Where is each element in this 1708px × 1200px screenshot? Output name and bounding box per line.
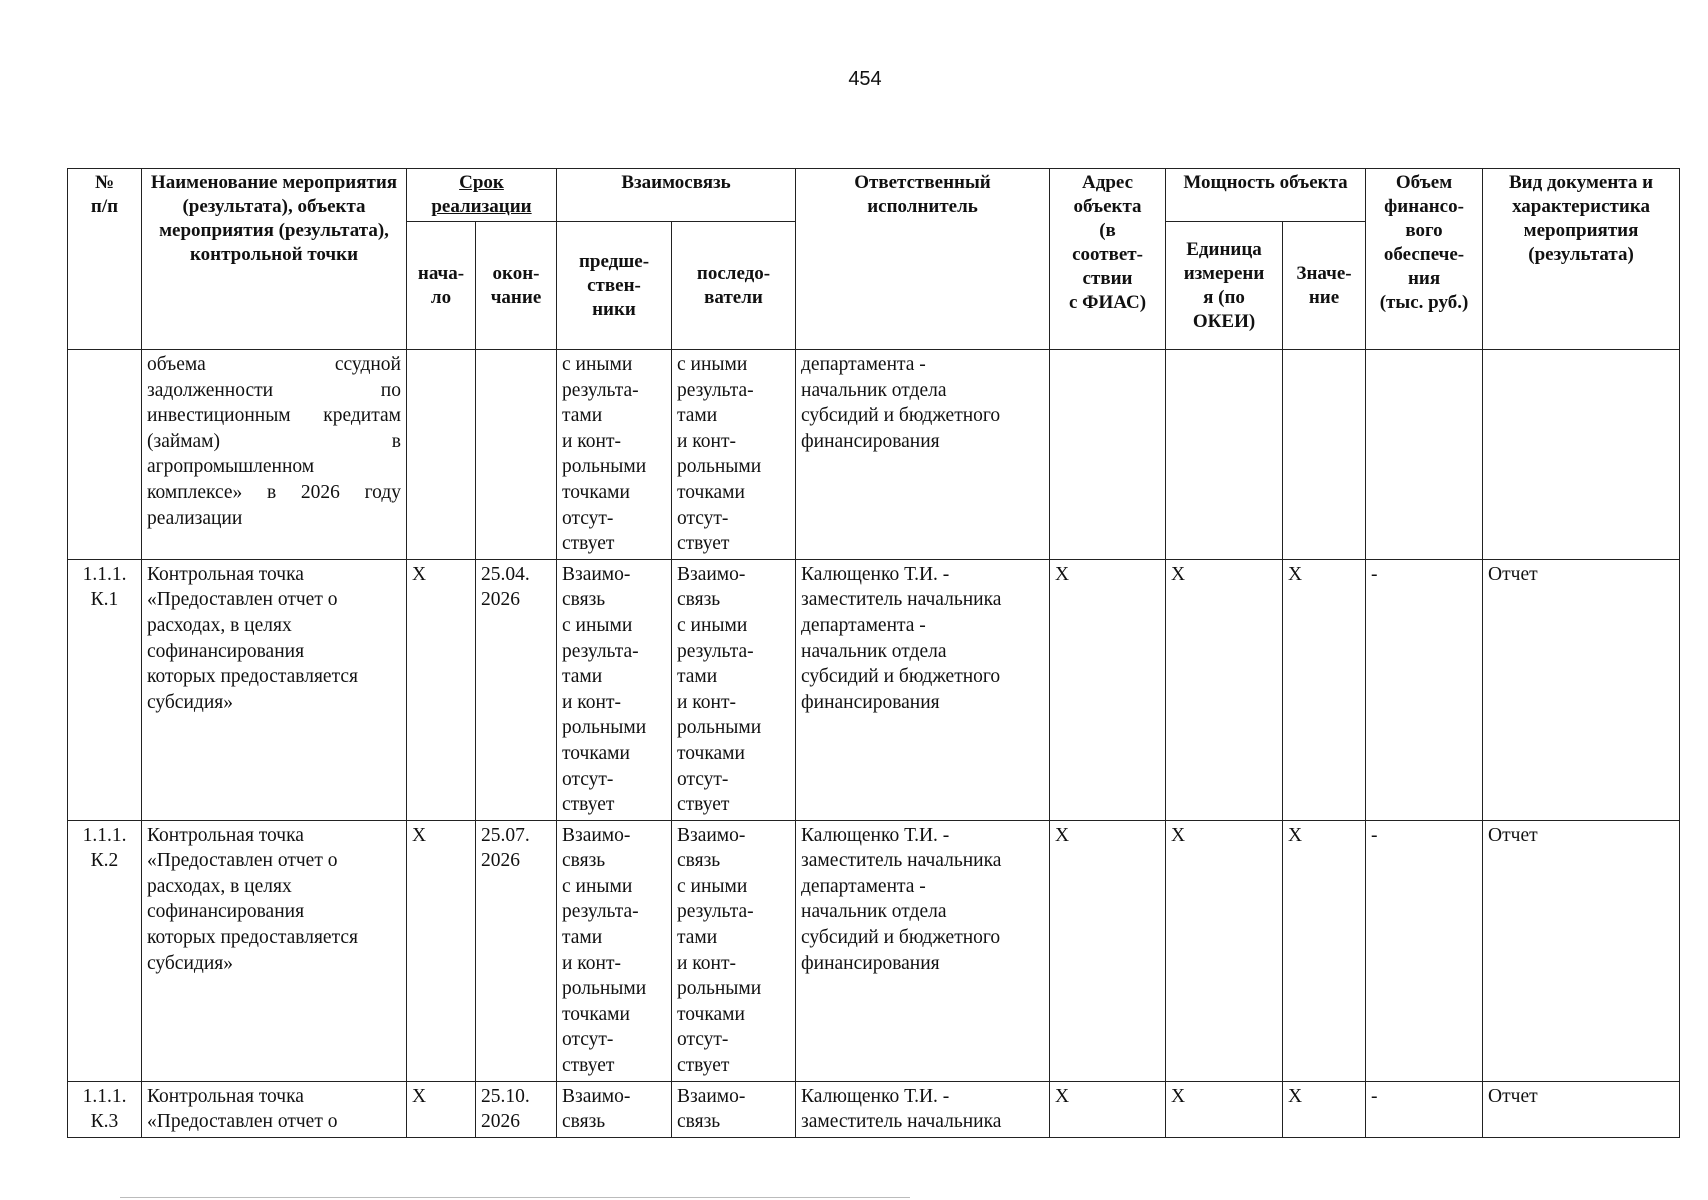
header-name: Наименование мероприятия (результата), объекта мероприятия (результата), контрольной точки [142, 169, 407, 350]
table-header [68, 169, 1680, 350]
cell-unit: X [1166, 1081, 1283, 1137]
cell-value: X [1283, 559, 1366, 820]
header-period-start: нача- ло [407, 222, 476, 350]
cell-num: 1.1.1. К.3 [68, 1081, 142, 1137]
cell-end: 25.07. 2026 [476, 820, 557, 1081]
header-num: № п/п [68, 169, 142, 350]
cell-prev: с иными результа- тами и конт- рольными точками отсут- ствует [557, 350, 672, 560]
header-link-next: последо- ватели [672, 222, 796, 350]
cell-end: 25.04. 2026 [476, 559, 557, 820]
table-body [68, 350, 1680, 1138]
header-doc: Вид документа и характеристика мероприятия (результата) [1483, 169, 1680, 350]
cell-value: X [1283, 820, 1366, 1081]
table-row [68, 350, 1680, 560]
cell-address: X [1050, 820, 1166, 1081]
cell-responsible: Калющенко Т.И. - заместитель начальника департамента - начальник отдела субсидий и бюджетного финансирования [796, 559, 1050, 820]
cell-num: 1.1.1. К.1 [68, 559, 142, 820]
cell-name: Контрольная точка «Предоставлен отчет о [142, 1081, 407, 1137]
cell-end [476, 350, 557, 560]
header-period-end: окон- чание [476, 222, 557, 350]
cell-value [1283, 350, 1366, 560]
header-address: Адрес объекта (в соответ- ствии с ФИАС) [1050, 169, 1166, 350]
cell-start: X [407, 559, 476, 820]
header-period [407, 169, 557, 222]
header-link: Взаимосвязь [557, 169, 796, 222]
cell-unit: X [1166, 820, 1283, 1081]
header-period-label: Срок реализации [431, 172, 532, 217]
cell-doc [1483, 350, 1680, 560]
cell-responsible: департамента - начальник отдела субсидий и бюджетного финансирования [796, 350, 1050, 560]
cell-num: 1.1.1. К.2 [68, 820, 142, 1081]
table-row [68, 820, 1680, 1081]
cell-name: объема ссудной задолженности по инвестиционным кредитам (займам) в агропромышленном комплексе» в 2026 году реализации [142, 350, 407, 560]
cell-address: X [1050, 559, 1166, 820]
cell-address [1050, 350, 1166, 560]
cell-value: X [1283, 1081, 1366, 1137]
cell-name: Контрольная точка «Предоставлен отчет о расходах, в целях софинансирования которых предоставляется субсидия» [142, 559, 407, 820]
cell-prev: Взаимо- связь с иными результа- тами и конт- рольными точками отсут- ствует [557, 820, 672, 1081]
header-link-prev: предше- ствен- ники [557, 222, 672, 350]
cell-num [68, 350, 142, 560]
cell-next: Взаимо- связь с иными результа- тами и конт- рольными точками отсут- ствует [672, 559, 796, 820]
cell-next: Взаимо- связь [672, 1081, 796, 1137]
cell-start [407, 350, 476, 560]
cell-unit [1166, 350, 1283, 560]
cell-finance: - [1366, 820, 1483, 1081]
cell-unit: X [1166, 559, 1283, 820]
cell-doc: Отчет [1483, 559, 1680, 820]
cell-finance: - [1366, 1081, 1483, 1137]
cell-finance [1366, 350, 1483, 560]
cell-end: 25.10. 2026 [476, 1081, 557, 1137]
cell-doc: Отчет [1483, 1081, 1680, 1137]
cell-next: Взаимо- связь с иными результа- тами и конт- рольными точками отсут- ствует [672, 820, 796, 1081]
footer-rule [120, 1197, 910, 1198]
header-capacity-unit: Единица измерени я (по ОКЕИ) [1166, 222, 1283, 350]
header-finance: Объем финансо- вого обеспече- ния (тыс. руб.) [1366, 169, 1483, 350]
cell-responsible: Калющенко Т.И. - заместитель начальника [796, 1081, 1050, 1137]
cell-start: X [407, 820, 476, 1081]
cell-responsible: Калющенко Т.И. - заместитель начальника департамента - начальник отдела субсидий и бюджетного финансирования [796, 820, 1050, 1081]
cell-address: X [1050, 1081, 1166, 1137]
page-number: 454 [848, 68, 882, 90]
cell-name: Контрольная точка «Предоставлен отчет о расходах, в целях софинансирования которых предоставляется субсидия» [142, 820, 407, 1081]
table-row [68, 559, 1680, 820]
cell-next: с иными результа- тами и конт- рольными точками отсут- ствует [672, 350, 796, 560]
header-capacity: Мощность объекта [1166, 169, 1366, 222]
cell-prev: Взаимо- связь с иными результа- тами и конт- рольными точками отсут- ствует [557, 559, 672, 820]
cell-start: X [407, 1081, 476, 1137]
events-table [67, 168, 1680, 1138]
header-responsible: Ответственный исполнитель [796, 169, 1050, 350]
cell-doc: Отчет [1483, 820, 1680, 1081]
table-row [68, 1081, 1680, 1137]
cell-prev: Взаимо- связь [557, 1081, 672, 1137]
header-capacity-value: Значе- ние [1283, 222, 1366, 350]
cell-finance: - [1366, 559, 1483, 820]
